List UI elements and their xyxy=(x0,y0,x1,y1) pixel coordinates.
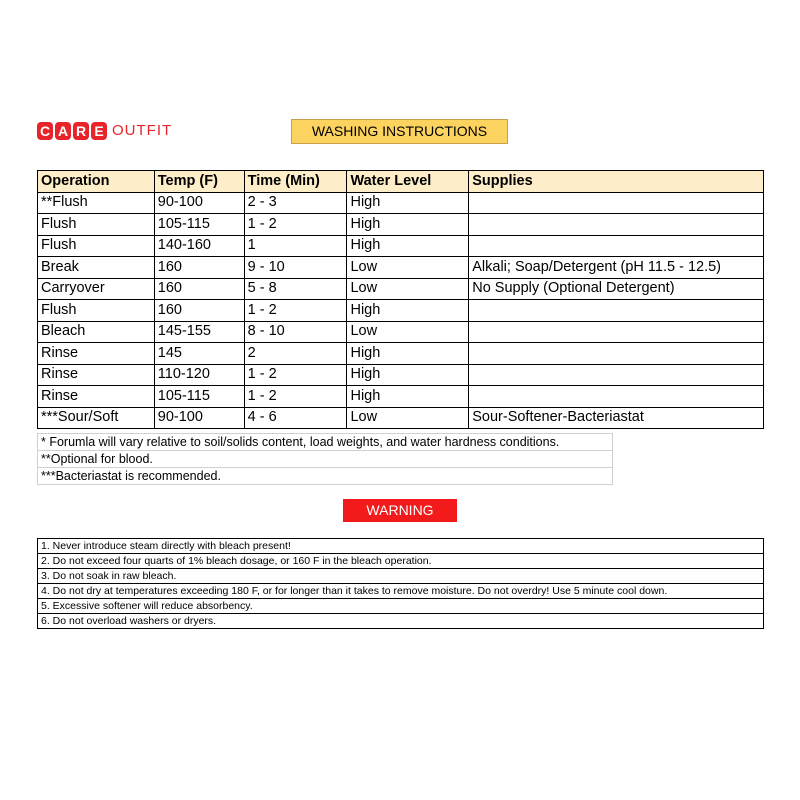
cell-temp: 105-115 xyxy=(154,214,244,236)
cell-time: 1 - 2 xyxy=(244,364,347,386)
table-row xyxy=(38,192,764,214)
header-time: Time (Min) xyxy=(244,171,347,193)
cell-time: 4 - 6 xyxy=(244,407,347,429)
washing-table xyxy=(37,170,764,429)
cell-water-level: High xyxy=(347,235,469,257)
cell-water-level: Low xyxy=(347,257,469,279)
cell-operation: Rinse xyxy=(38,343,155,365)
cell-temp: 140-160 xyxy=(154,235,244,257)
note-text: ***Bacteriastat is recommended. xyxy=(38,468,613,485)
table-row xyxy=(38,257,764,279)
table-body xyxy=(38,192,764,429)
table-row xyxy=(38,300,764,322)
table-row xyxy=(38,235,764,257)
table-row xyxy=(38,214,764,236)
cell-time: 1 - 2 xyxy=(244,386,347,408)
rule-text: 3. Do not soak in raw bleach. xyxy=(38,569,764,584)
rule-text: 6. Do not overload washers or dryers. xyxy=(38,614,764,629)
cell-supplies xyxy=(469,192,764,214)
table-row xyxy=(38,407,764,429)
cell-supplies: Sour-Softener-Bacteriastat xyxy=(469,407,764,429)
cell-temp: 160 xyxy=(154,278,244,300)
logo-letter: C xyxy=(37,122,53,140)
cell-water-level: High xyxy=(347,214,469,236)
cell-operation: ***Sour/Soft xyxy=(38,407,155,429)
cell-supplies xyxy=(469,343,764,365)
cell-operation: Flush xyxy=(38,300,155,322)
table-row xyxy=(38,343,764,365)
cell-temp: 90-100 xyxy=(154,407,244,429)
rule-row xyxy=(38,539,764,554)
cell-time: 9 - 10 xyxy=(244,257,347,279)
cell-water-level: Low xyxy=(347,278,469,300)
logo-letter: E xyxy=(91,122,107,140)
cell-operation: **Flush xyxy=(38,192,155,214)
cell-operation: Flush xyxy=(38,235,155,257)
cell-supplies xyxy=(469,364,764,386)
cell-time: 8 - 10 xyxy=(244,321,347,343)
cell-supplies: Alkali; Soap/Detergent (pH 11.5 - 12.5) xyxy=(469,257,764,279)
careoutfit-logo xyxy=(37,121,172,141)
warning-banner: WARNING xyxy=(343,499,457,522)
rule-row xyxy=(38,569,764,584)
cell-water-level: Low xyxy=(347,321,469,343)
header-operation: Operation xyxy=(38,171,155,193)
cell-temp: 145 xyxy=(154,343,244,365)
table-row xyxy=(38,386,764,408)
cell-water-level: High xyxy=(347,343,469,365)
logo-text: OUTFIT xyxy=(112,122,173,139)
cell-water-level: High xyxy=(347,386,469,408)
logo-letter: A xyxy=(55,122,71,140)
cell-supplies xyxy=(469,386,764,408)
table-header-row xyxy=(38,171,764,193)
table-row xyxy=(38,364,764,386)
cell-water-level: High xyxy=(347,192,469,214)
cell-temp: 105-115 xyxy=(154,386,244,408)
cell-operation: Rinse xyxy=(38,386,155,408)
cell-operation: Rinse xyxy=(38,364,155,386)
cell-operation: Break xyxy=(38,257,155,279)
cell-water-level: High xyxy=(347,364,469,386)
table-row xyxy=(38,321,764,343)
rule-text: 1. Never introduce steam directly with bleach present! xyxy=(38,539,764,554)
rule-text: 4. Do not dry at temperatures exceeding 180 F, or for longer than it takes to remove moisture. Do not overdry! Use 5 minute cool down. xyxy=(38,584,764,599)
cell-time: 1 - 2 xyxy=(244,300,347,322)
cell-operation: Flush xyxy=(38,214,155,236)
cell-temp: 160 xyxy=(154,257,244,279)
cell-time: 1 - 2 xyxy=(244,214,347,236)
cell-water-level: Low xyxy=(347,407,469,429)
header-temp: Temp (F) xyxy=(154,171,244,193)
note-text: **Optional for blood. xyxy=(38,451,613,468)
warning-rules-table xyxy=(37,538,764,629)
cell-water-level: High xyxy=(347,300,469,322)
cell-time: 2 - 3 xyxy=(244,192,347,214)
cell-time: 2 xyxy=(244,343,347,365)
header-water-level: Water Level xyxy=(347,171,469,193)
table-row xyxy=(38,278,764,300)
page-title: WASHING INSTRUCTIONS xyxy=(291,119,508,144)
cell-temp: 160 xyxy=(154,300,244,322)
rule-row xyxy=(38,614,764,629)
rule-row xyxy=(38,599,764,614)
note-row xyxy=(38,451,613,468)
rule-text: 5. Excessive softener will reduce absorbency. xyxy=(38,599,764,614)
note-row xyxy=(38,434,613,451)
rule-row xyxy=(38,584,764,599)
cell-temp: 90-100 xyxy=(154,192,244,214)
note-row xyxy=(38,468,613,485)
logo-letter: R xyxy=(73,122,89,140)
cell-operation: Bleach xyxy=(38,321,155,343)
cell-operation: Carryover xyxy=(38,278,155,300)
cell-time: 1 xyxy=(244,235,347,257)
cell-supplies: No Supply (Optional Detergent) xyxy=(469,278,764,300)
header-supplies: Supplies xyxy=(469,171,764,193)
cell-temp: 110-120 xyxy=(154,364,244,386)
notes-table xyxy=(37,433,613,485)
cell-supplies xyxy=(469,321,764,343)
note-text: * Forumla will vary relative to soil/solids content, load weights, and water hardness conditions. xyxy=(38,434,613,451)
cell-time: 5 - 8 xyxy=(244,278,347,300)
cell-temp: 145-155 xyxy=(154,321,244,343)
cell-supplies xyxy=(469,300,764,322)
rule-row xyxy=(38,554,764,569)
rule-text: 2. Do not exceed four quarts of 1% bleach dosage, or 160 F in the bleach operation. xyxy=(38,554,764,569)
cell-supplies xyxy=(469,235,764,257)
cell-supplies xyxy=(469,214,764,236)
